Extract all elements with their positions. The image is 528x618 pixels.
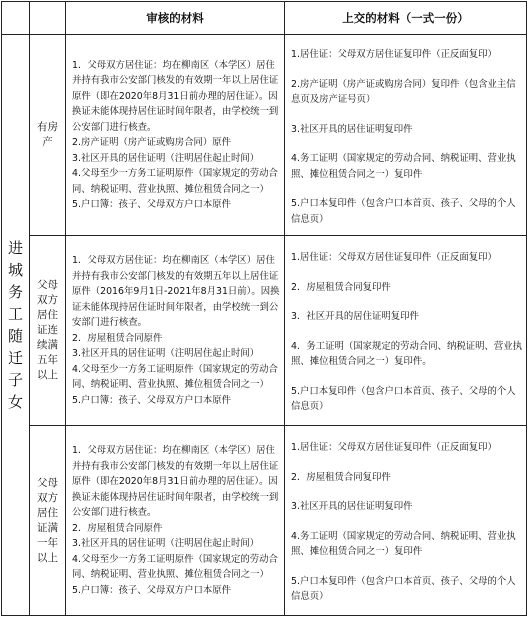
submitted-materials-cell	[285, 35, 527, 236]
reviewed-materials-cell	[66, 236, 285, 426]
materials-table	[1, 1, 527, 616]
list-item: 5.户口簿：孩子、父母双方户口本原件	[72, 199, 231, 210]
list-item: 2．房屋租赁合同复印件	[291, 471, 391, 483]
header-blank-cell	[30, 2, 66, 35]
header-submitted: 上交的材料（一式一份）	[285, 2, 527, 35]
table-row	[2, 236, 527, 426]
list-item: 2．房屋租赁合同原件	[72, 522, 163, 534]
list-item: 5.户口本复印件（包含户口本首页、孩子、父母的个人信息页）	[291, 385, 516, 413]
list-item: 1.居住证：父母双方居住证复印件（正反面复印）	[291, 252, 497, 264]
list-item: 1.居住证：父母双方居住证复印件（正反面复印）	[291, 49, 497, 60]
list-item: 5.户口本复印件（包含户口本首页、孩子、父母的个人信息页）	[291, 198, 516, 225]
list-item: 3.社区开具的居住证明复印件	[291, 123, 413, 135]
list-item: 1．父母双方居住证：均在柳南区（本学区）居住并持有我市公安部门核发的有效期一年以上居住证原件（即在2020年8月31日前办理的居住证）。因换证未能体现持居住证时间年限者，由学校统一到公安部门进行核查。	[72, 59, 279, 133]
list-item: 2．房屋租赁合同复印件	[291, 281, 391, 293]
header-reviewed: 审核的材料	[66, 2, 285, 35]
list-item: 3.社区开具的居住证明（注明居住起止时间）	[72, 348, 260, 359]
table-row	[2, 35, 527, 236]
table-row	[2, 426, 527, 616]
subcategory-label: 父母双方居住证满一年以上	[30, 426, 66, 616]
submitted-materials-cell	[285, 236, 527, 426]
list-item: 4.务工证明（国家规定的劳动合同、纳税证明、营业执照、摊位租赁合同之一）复印件	[291, 153, 516, 180]
list-item: 4．务工证明（国家规定的劳动合同、纳税证明、营业执照、摊位租赁合同之一）复印件。	[291, 340, 522, 368]
subcategory-label: 父母双方居住证连续满五年以上	[30, 236, 66, 426]
list-item: 2.房产证明（房产证或购房合同）复印件（包含业主信息页及房产证号页）	[291, 78, 516, 105]
list-item: 5.户口本复印件（包含户口本首页、孩子、父母的个人信息页）	[291, 575, 516, 603]
list-item: 4.父母至少一方务工证明原件（国家规定的劳动合同、纳税证明、营业执照、摊位租赁合同之一）	[72, 168, 278, 195]
submitted-materials-cell	[285, 426, 527, 616]
subcategory-label: 有房产	[30, 35, 66, 236]
header-blank-cell	[2, 2, 30, 35]
list-item: 4.务工证明（国家规定的劳动合同、纳税证明、营业执照、摊位租赁合同之一）复印件	[291, 530, 516, 558]
list-item: 1．父母双方居住证：均在柳南区（本学区）居住并持有我市公安部门核发的有效期五年以上居住证原件（2016年9月1日-2021年8月31日前）。因换证未能体现持居住证时间年限者，由学校统一到公安部门进行核查。	[72, 255, 280, 328]
reviewed-materials-cell	[66, 426, 285, 616]
list-item: 5.户口簿：孩子、父母双方户口本原件	[72, 584, 231, 596]
list-item: 1.居住证：父母双方居住证复印件（正反面复印）	[291, 442, 497, 454]
reviewed-materials-cell	[66, 35, 285, 236]
list-item: 3.社区开具的居住证明（注明居住起止时间）	[72, 538, 260, 549]
list-item: 3.社区开具的居住证明复印件	[291, 501, 413, 513]
category-label: 进城务工随迁子女	[2, 35, 30, 616]
list-item: 4.父母至少一方务工证明原件（国家规定的劳动合同、纳税证明、营业执照、摊位租赁合同之一）	[72, 553, 278, 580]
header-row	[2, 2, 527, 35]
list-item: 3．社区开具的居住证明复印件	[291, 311, 419, 323]
list-item: 2.房产证明（房产证或购房合同）原件	[72, 137, 231, 148]
list-item: 1．父母双方居住证：均在柳南区（本学区）居住并持有我市公安部门核发的有效期一年以上居住证原件（即在2020年8月31日前办理的居住证）。因换证未能体现持居住证时间年限者，由学校统一到公安部门进行核查。	[72, 445, 279, 518]
list-item: 3.社区开具的居住证明（注明居住起止时间）	[72, 152, 260, 164]
list-item: 4.父母至少一方务工证明原件（国家规定的劳动合同、纳税证明、营业执照、摊位租赁合同之一）	[72, 363, 278, 390]
list-item: 2．房屋租赁合同原件	[72, 332, 163, 344]
list-item: 5.户口簿：孩子、父母双方户口本原件	[72, 394, 231, 406]
